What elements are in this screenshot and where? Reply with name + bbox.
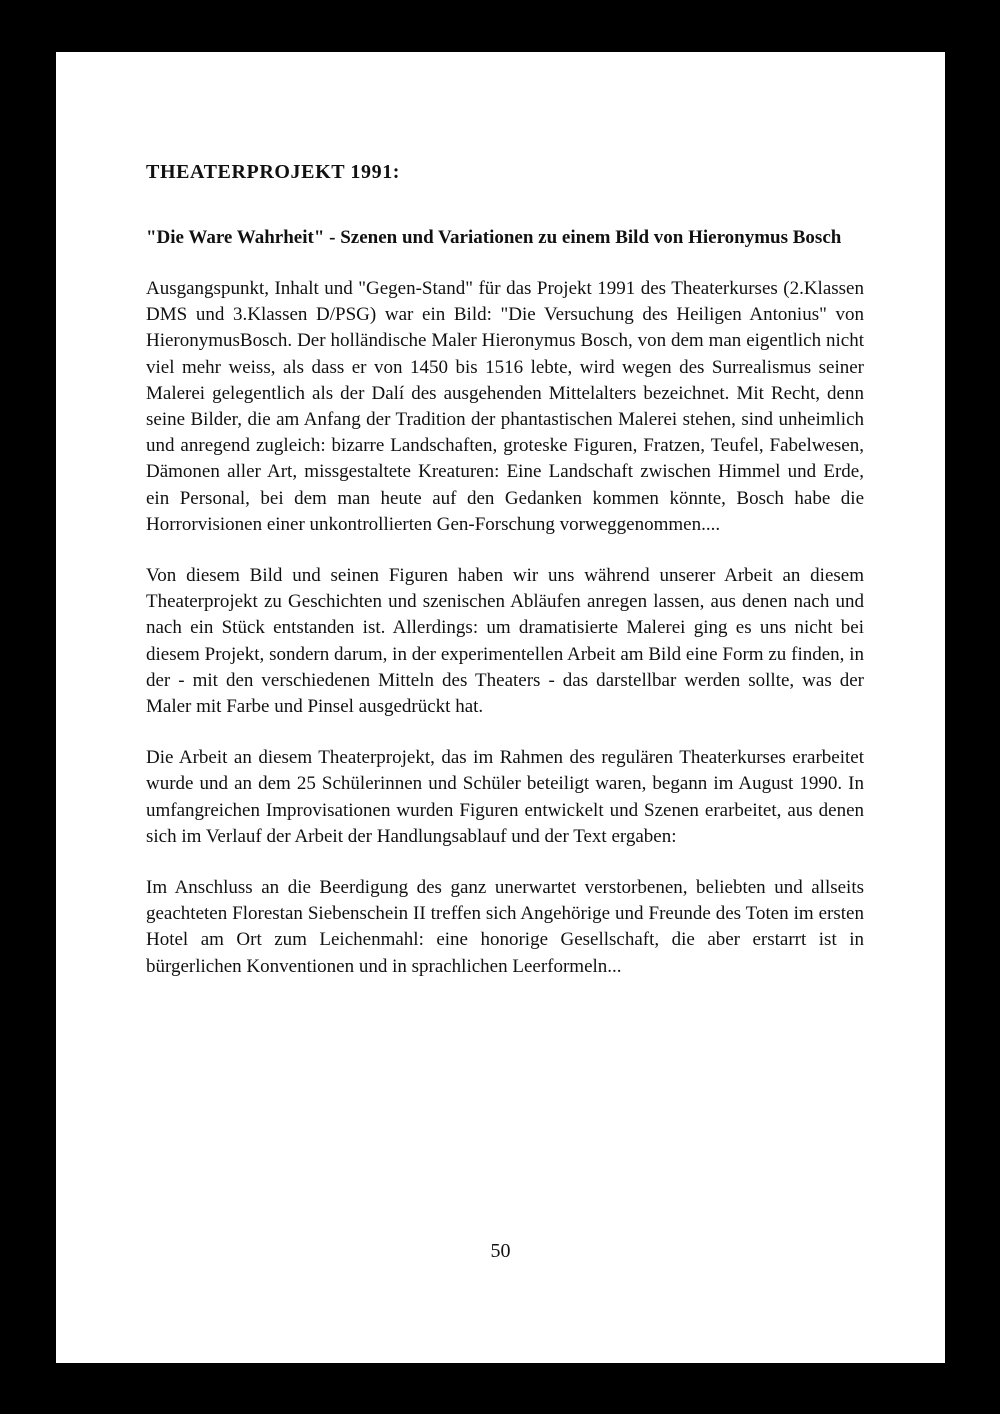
page-number: 50: [490, 1240, 511, 1262]
document-page: [56, 52, 945, 1363]
paragraph-4: Im Anschluss an die Beerdigung des ganz unerwartet verstorbenen, beliebten und allseits geachteten Florestan Siebenschein II treffen sich Angehörige und Freunde des Toten im ersten Hotel am Ort zum Leichenmahl: eine honorige Gesellschaft, die aber erstarrt ist in bürgerlichen Konventionen und in sprachlichen Leerformeln...: [146, 877, 864, 977]
page-title: THEATERPROJEKT 1991:: [146, 161, 401, 183]
document-body: [146, 152, 864, 980]
paragraph-2: Von diesem Bild und seinen Figuren haben wir uns während unserer Arbeit an diesem Theaterprojekt zu Geschichten und szenischen Abläufen anregen lassen, aus denen nach und nach ein Stück entstanden ist. Allerdings: um dramatisierte Malerei ging es uns nicht bei diesem Projekt, sondern darum, in der experimentellen Arbeit am Bild eine Form zu finden, in der - mit den verschiedenen Mitteln des Theaters - das darstellbar werden sollte, was der Maler mit Farbe und Pinsel ausgedrückt hat.: [146, 565, 864, 718]
paragraph-3: Die Arbeit an diesem Theaterprojekt, das im Rahmen des regulären Theaterkurses erarbeitet wurde und an dem 25 Schülerinnen und Schüler beteiligt waren, begann im August 1990. In umfangreichen Improvisationen wurden Figuren entwickelt und Szenen erarbeitet, aus denen sich im Verlauf der Arbeit der Handlungsablauf und der Text ergaben:: [146, 747, 864, 847]
subtitle: "Die Ware Wahrheit" - Szenen und Variationen zu einem Bild von Hieronymus Bosch: [146, 227, 842, 248]
paragraph-1: Ausgangspunkt, Inhalt und "Gegen-Stand" für das Projekt 1991 des Theaterkurses (2.Klassen DMS und 3.Klassen D/PSG) war ein Bild: "Die Versuchung des Heiligen Antonius" von HieronymusBosch. Der holländische Maler Hieronymus Bosch, von dem man eigentlich nicht viel mehr weiss, als dass er von 1450 bis 1516 lebte, wird wegen des Surrealismus seiner Malerei gelegentlich als der Dalí des ausgehenden Mittelalters bezeichnet. Mit Recht, denn seine Bilder, die am Anfang der Tradition der phantastischen Malerei stehen, sind unheimlich und anregend zugleich: bizarre Landschaften, groteske Figuren, Fratzen, Teufel, Fabelwesen, Dämonen aller Art, missgestaltete Kreaturen: Eine Landschaft zwischen Himmel und Erde, ein Personal, bei dem man heute auf den Gedanken kommen könnte, Bosch habe die Horrorvisionen einer unkontrollierten Gen-Forschung vorweggenommen....: [146, 278, 864, 535]
